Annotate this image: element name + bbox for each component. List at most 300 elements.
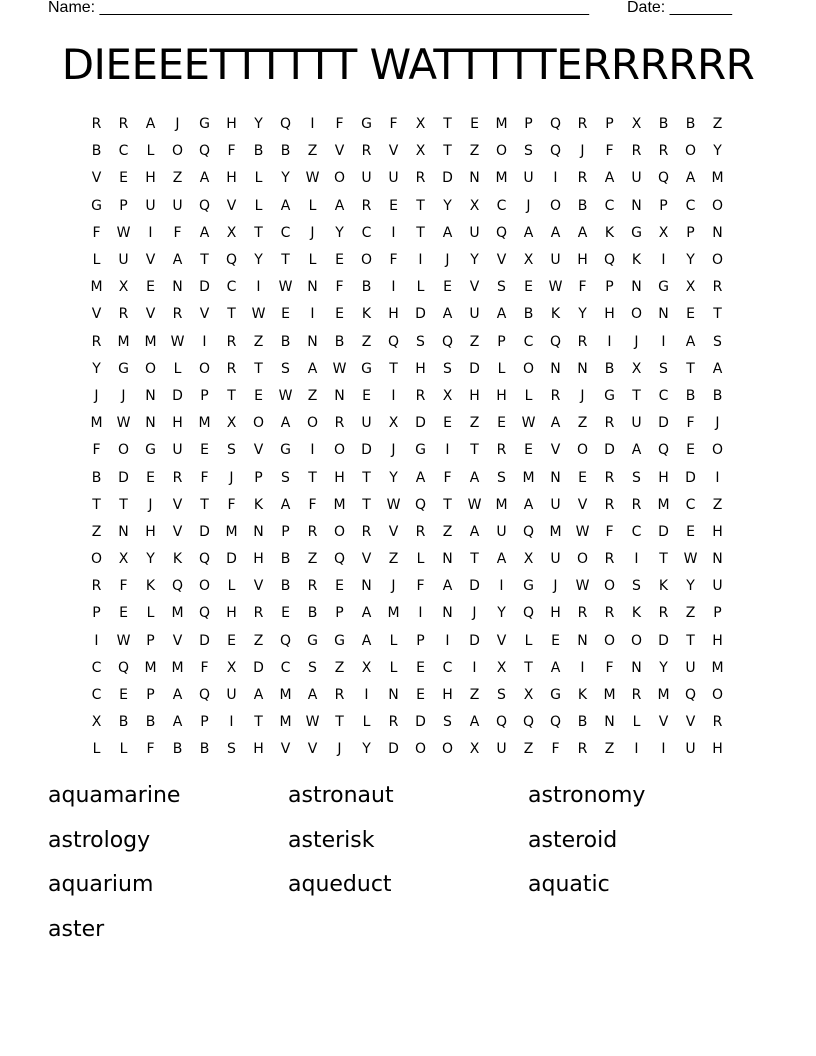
grid-cell[interactable]: V <box>172 496 183 513</box>
grid-cell[interactable]: B <box>91 469 102 486</box>
grid-cell[interactable]: P <box>416 632 425 649</box>
grid-cell[interactable]: Q <box>684 687 697 704</box>
grid-cell[interactable]: X <box>91 714 102 731</box>
grid-cell[interactable]: I <box>310 442 315 459</box>
grid-cell[interactable]: U <box>226 687 237 704</box>
grid-cell[interactable]: F <box>119 578 128 595</box>
grid-cell[interactable]: X <box>415 116 426 133</box>
grid-cell[interactable]: O <box>549 197 562 214</box>
grid-cell[interactable]: E <box>686 442 695 459</box>
grid-cell[interactable]: J <box>553 578 558 595</box>
grid-cell[interactable]: A <box>172 687 183 704</box>
grid-cell[interactable]: S <box>308 659 317 676</box>
grid-cell[interactable]: L <box>416 279 425 296</box>
grid-cell[interactable]: H <box>226 605 237 622</box>
grid-cell[interactable]: L <box>524 632 533 649</box>
grid-cell[interactable]: A <box>442 578 453 595</box>
grid-cell[interactable]: I <box>310 306 315 323</box>
grid-cell[interactable]: L <box>92 741 101 758</box>
grid-cell[interactable]: M <box>171 659 184 676</box>
grid-cell[interactable]: R <box>226 333 237 350</box>
grid-cell[interactable]: S <box>281 360 290 377</box>
grid-cell[interactable]: G <box>361 116 372 133</box>
grid-cell[interactable]: N <box>145 415 156 432</box>
grid-cell[interactable]: D <box>415 306 426 323</box>
grid-cell[interactable]: Q <box>198 605 211 622</box>
grid-cell[interactable]: B <box>523 306 534 323</box>
grid-cell[interactable]: Q <box>495 224 508 241</box>
grid-cell[interactable]: I <box>148 224 153 241</box>
grid-cell[interactable]: R <box>577 333 588 350</box>
grid-cell[interactable]: E <box>200 442 209 459</box>
grid-cell[interactable]: D <box>199 523 210 540</box>
grid-cell[interactable]: Q <box>549 116 562 133</box>
grid-cell[interactable]: W <box>575 523 590 540</box>
grid-cell[interactable]: O <box>198 360 211 377</box>
grid-cell[interactable]: E <box>335 306 344 323</box>
grid-cell[interactable]: M <box>387 605 400 622</box>
grid-cell[interactable]: C <box>658 387 669 404</box>
grid-cell[interactable]: W <box>575 578 590 595</box>
grid-cell[interactable]: A <box>442 306 453 323</box>
grid-cell[interactable]: H <box>658 469 669 486</box>
grid-cell[interactable]: S <box>497 279 506 296</box>
grid-cell[interactable]: F <box>308 496 317 513</box>
grid-cell[interactable]: O <box>603 578 616 595</box>
grid-cell[interactable]: A <box>469 469 480 486</box>
grid-cell[interactable]: X <box>415 143 426 160</box>
grid-cell[interactable]: Q <box>603 252 616 269</box>
grid-cell[interactable]: N <box>253 523 264 540</box>
grid-cell[interactable]: V <box>496 632 507 649</box>
grid-cell[interactable]: O <box>333 442 346 459</box>
grid-cell[interactable]: Z <box>91 523 102 540</box>
grid-cell[interactable]: T <box>443 116 452 133</box>
grid-cell[interactable]: A <box>361 605 372 622</box>
grid-cell[interactable]: V <box>388 143 399 160</box>
grid-cell[interactable]: X <box>469 197 480 214</box>
grid-cell[interactable]: R <box>577 741 588 758</box>
grid-cell[interactable]: J <box>580 143 585 160</box>
grid-cell[interactable]: E <box>443 415 452 432</box>
grid-cell[interactable]: R <box>118 306 129 323</box>
grid-cell[interactable]: N <box>307 279 318 296</box>
grid-cell[interactable]: M <box>603 687 616 704</box>
grid-cell[interactable]: S <box>416 333 425 350</box>
grid-cell[interactable]: Z <box>388 551 399 568</box>
grid-cell[interactable]: I <box>229 714 234 731</box>
grid-cell[interactable]: H <box>604 306 615 323</box>
grid-cell[interactable]: O <box>252 415 265 432</box>
grid-cell[interactable]: Z <box>523 741 534 758</box>
grid-cell[interactable]: H <box>415 360 426 377</box>
grid-cell[interactable]: B <box>280 333 291 350</box>
grid-cell[interactable]: V <box>91 170 102 187</box>
grid-cell[interactable]: I <box>445 632 450 649</box>
grid-cell[interactable]: W <box>278 279 293 296</box>
grid-cell[interactable]: T <box>416 224 425 241</box>
grid-cell[interactable]: Q <box>549 714 562 731</box>
grid-cell[interactable]: O <box>576 442 589 459</box>
grid-cell[interactable]: L <box>92 252 101 269</box>
grid-cell[interactable]: R <box>658 143 669 160</box>
grid-cell[interactable]: C <box>280 659 291 676</box>
grid-cell[interactable]: Y <box>659 659 668 676</box>
grid-cell[interactable]: M <box>657 687 670 704</box>
grid-cell[interactable]: S <box>524 143 533 160</box>
grid-cell[interactable]: M <box>495 170 508 187</box>
grid-cell[interactable]: A <box>307 687 318 704</box>
grid-cell[interactable]: S <box>497 687 506 704</box>
grid-cell[interactable]: H <box>496 387 507 404</box>
grid-cell[interactable]: Z <box>334 659 345 676</box>
grid-cell[interactable]: X <box>118 279 129 296</box>
grid-cell[interactable]: V <box>253 578 264 595</box>
grid-cell[interactable]: P <box>335 605 344 622</box>
grid-cell[interactable]: R <box>91 578 102 595</box>
grid-cell[interactable]: C <box>280 224 291 241</box>
grid-cell[interactable]: P <box>119 197 128 214</box>
grid-cell[interactable]: E <box>389 197 398 214</box>
grid-cell[interactable]: Q <box>549 333 562 350</box>
grid-cell[interactable]: U <box>496 523 507 540</box>
grid-cell[interactable]: C <box>604 197 615 214</box>
grid-cell[interactable]: Y <box>470 252 479 269</box>
grid-cell[interactable]: V <box>307 741 318 758</box>
grid-cell[interactable]: F <box>200 659 209 676</box>
grid-cell[interactable]: R <box>415 523 426 540</box>
grid-cell[interactable]: D <box>172 387 183 404</box>
grid-cell[interactable]: U <box>631 415 642 432</box>
grid-cell[interactable]: J <box>94 387 99 404</box>
grid-cell[interactable]: X <box>388 415 399 432</box>
grid-cell[interactable]: Z <box>307 551 318 568</box>
grid-cell[interactable]: E <box>281 306 290 323</box>
grid-cell[interactable]: P <box>146 687 155 704</box>
grid-cell[interactable]: I <box>445 442 450 459</box>
grid-cell[interactable]: Z <box>469 415 480 432</box>
grid-cell[interactable]: Z <box>604 741 615 758</box>
grid-cell[interactable]: C <box>496 197 507 214</box>
grid-cell[interactable]: L <box>308 197 317 214</box>
grid-cell[interactable]: T <box>308 469 317 486</box>
grid-cell[interactable]: Z <box>712 496 723 513</box>
grid-cell[interactable]: N <box>172 279 183 296</box>
grid-cell[interactable]: T <box>254 224 263 241</box>
grid-cell[interactable]: A <box>631 442 642 459</box>
grid-cell[interactable]: H <box>442 687 453 704</box>
grid-cell[interactable]: R <box>631 687 642 704</box>
date-field[interactable]: Date: _______ <box>627 0 732 16</box>
grid-cell[interactable]: P <box>200 714 209 731</box>
grid-cell[interactable]: E <box>416 659 425 676</box>
grid-cell[interactable]: S <box>281 469 290 486</box>
grid-cell[interactable]: Z <box>577 415 588 432</box>
grid-cell[interactable]: P <box>497 333 506 350</box>
grid-cell[interactable]: A <box>280 197 291 214</box>
grid-cell[interactable]: K <box>577 687 588 704</box>
grid-cell[interactable]: V <box>577 496 588 513</box>
grid-cell[interactable]: M <box>90 279 103 296</box>
grid-cell[interactable]: Z <box>172 170 183 187</box>
grid-cell[interactable]: X <box>226 415 237 432</box>
grid-cell[interactable]: N <box>550 469 561 486</box>
grid-cell[interactable]: G <box>361 360 372 377</box>
grid-cell[interactable]: F <box>578 279 587 296</box>
grid-cell[interactable]: Z <box>307 387 318 404</box>
grid-cell[interactable]: V <box>253 442 264 459</box>
grid-cell[interactable]: T <box>470 551 479 568</box>
grid-cell[interactable]: H <box>226 116 237 133</box>
grid-cell[interactable]: W <box>521 415 536 432</box>
grid-cell[interactable]: O <box>144 360 157 377</box>
grid-cell[interactable]: O <box>684 143 697 160</box>
grid-cell[interactable]: F <box>92 224 101 241</box>
grid-cell[interactable]: E <box>497 415 506 432</box>
grid-cell[interactable]: R <box>550 387 561 404</box>
grid-cell[interactable]: E <box>578 469 587 486</box>
grid-cell[interactable]: N <box>631 197 642 214</box>
grid-cell[interactable]: M <box>522 469 535 486</box>
grid-cell[interactable]: N <box>145 387 156 404</box>
grid-cell[interactable]: I <box>715 469 720 486</box>
grid-cell[interactable]: A <box>496 551 507 568</box>
grid-cell[interactable]: T <box>362 469 371 486</box>
grid-cell[interactable]: W <box>116 632 131 649</box>
grid-cell[interactable]: Q <box>549 143 562 160</box>
grid-cell[interactable]: C <box>685 496 696 513</box>
grid-cell[interactable]: B <box>280 551 291 568</box>
grid-cell[interactable]: L <box>254 170 263 187</box>
grid-cell[interactable]: Q <box>279 632 292 649</box>
grid-cell[interactable]: L <box>173 360 182 377</box>
grid-cell[interactable]: Y <box>578 306 587 323</box>
grid-cell[interactable]: R <box>334 415 345 432</box>
grid-cell[interactable]: B <box>334 333 345 350</box>
grid-cell[interactable]: D <box>658 632 669 649</box>
grid-cell[interactable]: H <box>577 252 588 269</box>
grid-cell[interactable]: P <box>281 523 290 540</box>
grid-cell[interactable]: R <box>253 605 264 622</box>
grid-cell[interactable]: G <box>523 578 534 595</box>
grid-cell[interactable]: H <box>172 415 183 432</box>
grid-cell[interactable]: P <box>686 224 695 241</box>
grid-cell[interactable]: Y <box>362 741 371 758</box>
grid-cell[interactable]: Y <box>254 252 263 269</box>
grid-cell[interactable]: U <box>118 252 129 269</box>
grid-cell[interactable]: N <box>604 714 615 731</box>
grid-cell[interactable]: A <box>685 333 696 350</box>
grid-cell[interactable]: P <box>524 116 533 133</box>
grid-cell[interactable]: E <box>686 306 695 323</box>
grid-cell[interactable]: H <box>253 551 264 568</box>
grid-cell[interactable]: O <box>495 143 508 160</box>
grid-cell[interactable]: Q <box>198 143 211 160</box>
grid-cell[interactable]: Q <box>117 659 130 676</box>
grid-cell[interactable]: V <box>361 551 372 568</box>
grid-cell[interactable]: B <box>91 143 102 160</box>
grid-cell[interactable]: M <box>90 415 103 432</box>
grid-cell[interactable]: F <box>605 523 614 540</box>
grid-cell[interactable]: G <box>307 632 318 649</box>
grid-cell[interactable]: N <box>442 551 453 568</box>
grid-cell[interactable]: R <box>712 279 723 296</box>
grid-cell[interactable]: E <box>281 605 290 622</box>
grid-cell[interactable]: P <box>92 605 101 622</box>
grid-cell[interactable]: Q <box>279 116 292 133</box>
grid-cell[interactable]: M <box>711 659 724 676</box>
grid-cell[interactable]: L <box>227 578 236 595</box>
grid-cell[interactable]: R <box>604 605 615 622</box>
grid-cell[interactable]: F <box>335 116 344 133</box>
grid-cell[interactable]: F <box>173 224 182 241</box>
grid-cell[interactable]: N <box>469 170 480 187</box>
grid-cell[interactable]: C <box>91 659 102 676</box>
grid-cell[interactable]: D <box>118 469 129 486</box>
grid-cell[interactable]: U <box>550 252 561 269</box>
grid-cell[interactable]: F <box>605 143 614 160</box>
grid-cell[interactable]: I <box>418 252 423 269</box>
grid-cell[interactable]: E <box>146 279 155 296</box>
grid-cell[interactable]: K <box>550 306 561 323</box>
grid-cell[interactable]: R <box>91 333 102 350</box>
grid-cell[interactable]: W <box>251 306 266 323</box>
grid-cell[interactable]: X <box>226 224 237 241</box>
grid-cell[interactable]: X <box>685 279 696 296</box>
grid-cell[interactable]: W <box>386 496 401 513</box>
grid-cell[interactable]: H <box>334 469 345 486</box>
grid-cell[interactable]: M <box>495 496 508 513</box>
grid-cell[interactable]: C <box>442 659 453 676</box>
grid-cell[interactable]: V <box>550 442 561 459</box>
grid-cell[interactable]: T <box>119 496 128 513</box>
grid-cell[interactable]: G <box>415 442 426 459</box>
grid-cell[interactable]: F <box>227 143 236 160</box>
grid-cell[interactable]: X <box>469 741 480 758</box>
grid-cell[interactable]: A <box>280 415 291 432</box>
grid-cell[interactable]: W <box>305 714 320 731</box>
grid-cell[interactable]: Q <box>225 252 238 269</box>
grid-cell[interactable]: Z <box>685 605 696 622</box>
grid-cell[interactable]: E <box>119 170 128 187</box>
grid-cell[interactable]: O <box>198 578 211 595</box>
grid-cell[interactable]: D <box>685 469 696 486</box>
grid-cell[interactable]: T <box>254 360 263 377</box>
grid-cell[interactable]: A <box>712 360 723 377</box>
grid-cell[interactable]: G <box>280 442 291 459</box>
grid-cell[interactable]: D <box>226 551 237 568</box>
grid-cell[interactable]: Q <box>522 605 535 622</box>
grid-cell[interactable]: U <box>172 197 183 214</box>
grid-cell[interactable]: M <box>171 605 184 622</box>
grid-cell[interactable]: D <box>604 442 615 459</box>
grid-cell[interactable]: D <box>388 741 399 758</box>
grid-cell[interactable]: V <box>685 714 696 731</box>
grid-cell[interactable]: J <box>148 496 153 513</box>
grid-cell[interactable]: D <box>253 659 264 676</box>
grid-cell[interactable]: O <box>360 252 373 269</box>
grid-cell[interactable]: X <box>496 659 507 676</box>
grid-cell[interactable]: Q <box>495 714 508 731</box>
grid-cell[interactable]: O <box>576 551 589 568</box>
grid-cell[interactable]: R <box>631 496 642 513</box>
grid-cell[interactable]: C <box>118 143 129 160</box>
grid-cell[interactable]: E <box>416 687 425 704</box>
grid-cell[interactable]: U <box>685 659 696 676</box>
grid-cell[interactable]: I <box>256 279 261 296</box>
grid-cell[interactable]: A <box>307 360 318 377</box>
grid-cell[interactable]: L <box>632 714 641 731</box>
grid-cell[interactable]: I <box>418 605 423 622</box>
grid-cell[interactable]: E <box>119 605 128 622</box>
grid-cell[interactable]: T <box>227 387 236 404</box>
grid-cell[interactable]: M <box>279 714 292 731</box>
grid-cell[interactable]: Z <box>469 333 480 350</box>
grid-cell[interactable]: T <box>281 252 290 269</box>
grid-cell[interactable]: A <box>577 224 588 241</box>
grid-cell[interactable]: S <box>227 442 236 459</box>
grid-cell[interactable]: A <box>604 170 615 187</box>
grid-cell[interactable]: U <box>172 442 183 459</box>
grid-cell[interactable]: D <box>199 632 210 649</box>
grid-cell[interactable]: R <box>388 714 399 731</box>
grid-cell[interactable]: A <box>172 714 183 731</box>
grid-cell[interactable]: L <box>308 252 317 269</box>
grid-cell[interactable]: I <box>391 387 396 404</box>
grid-cell[interactable]: C <box>523 333 534 350</box>
grid-cell[interactable]: I <box>634 741 639 758</box>
grid-cell[interactable]: F <box>335 279 344 296</box>
grid-cell[interactable]: M <box>657 496 670 513</box>
grid-cell[interactable]: U <box>469 224 480 241</box>
grid-cell[interactable]: L <box>416 551 425 568</box>
grid-cell[interactable]: R <box>91 116 102 133</box>
grid-cell[interactable]: U <box>361 415 372 432</box>
grid-cell[interactable]: M <box>198 415 211 432</box>
grid-cell[interactable]: P <box>605 116 614 133</box>
grid-cell[interactable]: N <box>442 605 453 622</box>
grid-cell[interactable]: F <box>92 442 101 459</box>
grid-cell[interactable]: A <box>361 632 372 649</box>
grid-cell[interactable]: I <box>391 224 396 241</box>
grid-cell[interactable]: J <box>634 333 639 350</box>
grid-cell[interactable]: M <box>225 523 238 540</box>
grid-cell[interactable]: B <box>118 714 129 731</box>
grid-cell[interactable]: I <box>580 659 585 676</box>
grid-cell[interactable]: G <box>199 116 210 133</box>
grid-cell[interactable]: B <box>604 360 615 377</box>
grid-cell[interactable]: P <box>200 387 209 404</box>
grid-cell[interactable]: C <box>91 687 102 704</box>
grid-cell[interactable]: U <box>712 578 723 595</box>
grid-cell[interactable]: V <box>496 252 507 269</box>
grid-cell[interactable]: E <box>443 279 452 296</box>
grid-cell[interactable]: J <box>391 442 396 459</box>
grid-cell[interactable]: B <box>712 387 723 404</box>
grid-cell[interactable]: L <box>524 387 533 404</box>
grid-cell[interactable]: M <box>711 170 724 187</box>
grid-cell[interactable]: G <box>604 387 615 404</box>
grid-cell[interactable]: K <box>172 551 183 568</box>
grid-cell[interactable]: D <box>469 578 480 595</box>
grid-cell[interactable]: A <box>442 224 453 241</box>
grid-cell[interactable]: H <box>253 741 264 758</box>
grid-cell[interactable]: X <box>226 659 237 676</box>
grid-cell[interactable]: N <box>577 360 588 377</box>
grid-cell[interactable]: G <box>91 197 102 214</box>
grid-cell[interactable]: K <box>631 605 642 622</box>
grid-cell[interactable]: D <box>199 279 210 296</box>
